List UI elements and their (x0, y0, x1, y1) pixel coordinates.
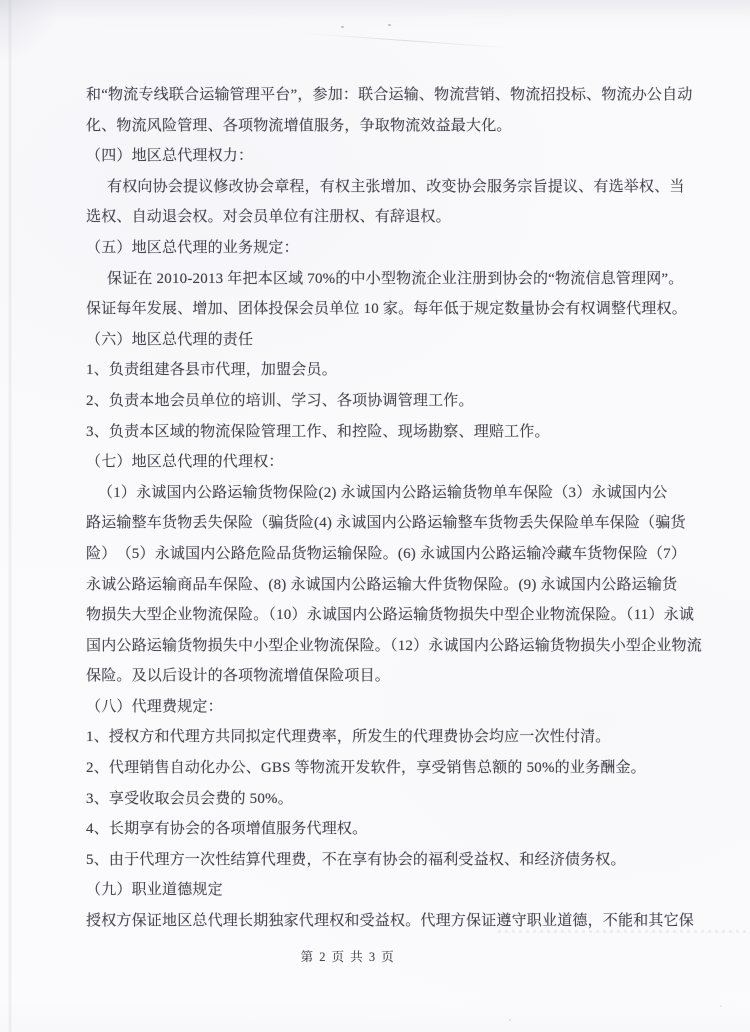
list-item: 1、授权方和代理方共同拟定代理费率，所发生的代理费协会均应一次性付清。 (86, 729, 611, 746)
scan-speck (388, 24, 391, 26)
page-footer: 第 2 页 共 3 页 (300, 950, 396, 964)
section-heading: （四）地区总代理权力： (86, 148, 254, 165)
section-heading: （五）地区总代理的业务规定： (86, 239, 299, 256)
text-line: 和“物流专线联合运输管理平台”，参加：联合运输、物流营销、物流招投标、物流办公自动 (86, 87, 693, 103)
text-line: （1）永诚国内公路运输货物保险(2) 永诚国内公路运输货物单车保险（3）永诚国内公 (98, 484, 668, 501)
paper-crease (300, 33, 510, 49)
scan-speck (341, 26, 344, 28)
list-item: 1、负责组建各县市代理，加盟会员。 (86, 362, 337, 379)
scan-corner-shadow (0, 0, 55, 60)
scan-edge-top (0, 0, 750, 18)
list-item: 5、由于代理方一次性结算代理费，不在享有协会的福利受益权、和经济债务权。 (86, 851, 626, 868)
text-line: 保证每年发展、增加、团体投保会员单位 10 家。每年低于规定数量协会有权调整代理权。 (86, 301, 687, 318)
list-item: 3、负责本区域的物流保险管理工作、和控险、现场勘察、理赔工作。 (86, 423, 550, 440)
text-line: 化、物流风险管理、各项物流增值服务，争取物流效益最大化。 (86, 117, 512, 134)
section-heading: （六）地区总代理的责任 (86, 331, 254, 348)
text-line: 国内公路运输货物损失中小型企业物流保险。（12）永诚国内公路运输货物损失小型企业物流 (86, 637, 702, 654)
list-item: 2、代理销售自动化办公、GBS 等物流开发软件，享受销售总额的 50%的业务酬金。 (86, 760, 646, 777)
section-heading: （七）地区总代理的代理权： (86, 454, 284, 471)
text-line: 险） （5）永诚国内公路危险品货物运输保险。(6) 永诚国内公路运输冷藏车货物保险（7） (86, 545, 687, 562)
text-line: 有权向协会提议修改协会章程，有权主张增加、改变协会服务宗旨提议、有选举权、当 (107, 178, 685, 195)
text-line: 保险。及以后设计的各项物流增值保险项目。 (86, 668, 391, 685)
section-heading: （九）职业道德规定 (86, 882, 223, 899)
text-line: 保证在 2010-2013 年把本区域 70%的中小型物流企业注册到协会的“物流信息管理网”。 (107, 270, 684, 287)
text-line: 授权方保证地区总代理长期独家代理权和受益权。代理方保证遵守职业道德，不能和其它保 (86, 913, 695, 930)
text-line: 路运输整车货物丢失保险（骗货险(4) 永诚国内公路运输整车货物丢失保险单车保险（骗货 (86, 515, 686, 532)
paper-edge-shadow (8, 0, 12, 1032)
section-heading: （八）代理费规定： (86, 698, 223, 715)
text-line: 永诚公路运输商品车保险、(8) 永诚国内公路运输大件货物保险。(9) 永诚国内公路运输货 (86, 576, 678, 593)
scan-speck (509, 1019, 511, 1021)
list-item: 3、享受收取会员会费的 50%。 (86, 790, 293, 807)
document-body (86, 80, 702, 937)
list-item: 2、负责本地会员单位的培训、学习、各项协调管理工作。 (86, 392, 474, 409)
text-line: 选权、自动退会权。对会员单位有注册权、有辞退权。 (86, 209, 451, 226)
text-line: 物损失大型企业物流保险。（10）永诚国内公路运输货物损失中型企业物流保险。（11）永诚 (86, 607, 695, 624)
list-item: 4、长期享有协会的各项增值服务代理权。 (86, 821, 368, 838)
scan-speck (720, 1005, 722, 1007)
